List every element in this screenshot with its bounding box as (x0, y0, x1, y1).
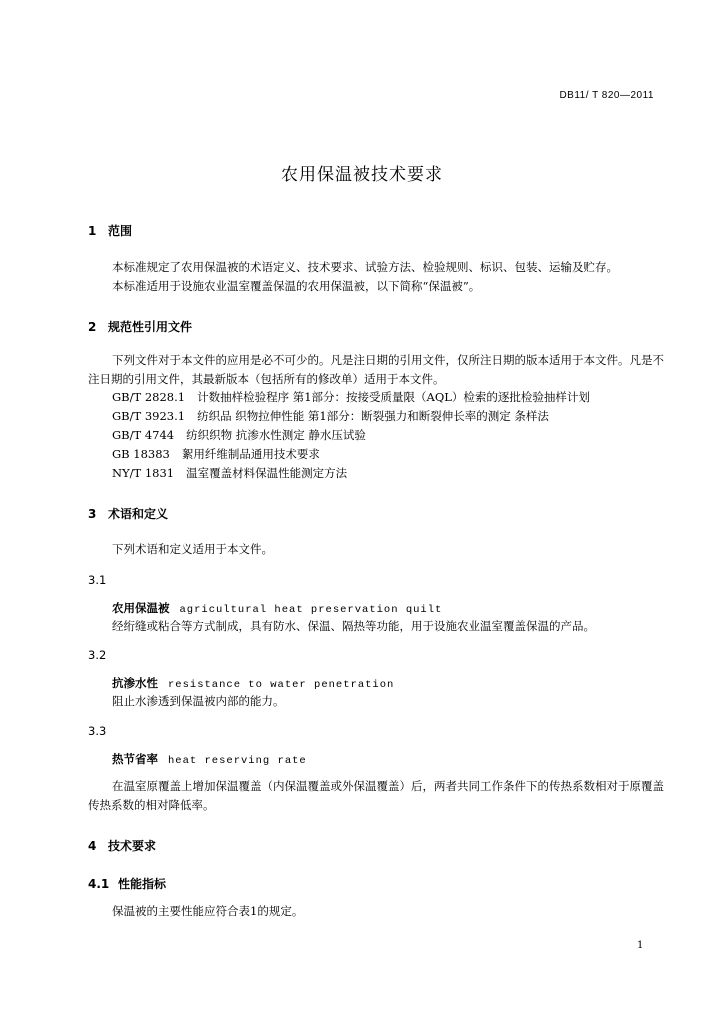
term-number: 3.3 (88, 724, 107, 738)
subsection-number: 4.1 (88, 877, 110, 891)
term-definition: 在温室原覆盖上增加保温覆盖（内保温覆盖或外保温覆盖）后，两者共同工作条件下的传热系数相对于原覆盖传热系数的相对降低率。 (88, 779, 664, 812)
subsection-title: 性能指标 (118, 877, 167, 891)
section-title: 范围 (108, 224, 133, 238)
reference-name: 计数抽样检验程序 第1部分：按接受质量限（AQL）检索的逐批检验抽样计划 (197, 390, 590, 404)
section-title: 术语和定义 (108, 507, 169, 521)
term-chinese: 抗渗水性 (112, 676, 158, 690)
term-number: 3.2 (88, 648, 107, 662)
reference-code: GB 18383 (112, 447, 170, 461)
term-english: heat reserving rate (168, 755, 307, 767)
section-4-heading (88, 837, 156, 854)
section-2-heading (88, 318, 192, 335)
reference-code: GB/T 3923.1 (112, 409, 186, 423)
section-number: 4 (88, 839, 97, 853)
term-chinese: 热节省率 (112, 752, 158, 766)
section-title: 技术要求 (108, 839, 157, 853)
term-chinese: 农用保温被 (112, 601, 170, 615)
document-title: 农用保温被技术要求 (281, 165, 443, 185)
scope-paragraph-1: 本标准规定了农用保温被的术语定义、技术要求、试验方法、检验规则、标识、包装、运输及贮存。 (112, 260, 618, 274)
term-entry (112, 675, 394, 691)
section-number: 3 (88, 507, 97, 521)
reference-item (112, 446, 320, 462)
reference-item (112, 427, 366, 443)
section-3-heading (88, 505, 168, 522)
reference-item (112, 465, 347, 481)
section-number: 2 (88, 320, 97, 334)
reference-name: 絮用纤维制品通用技术要求 (181, 447, 320, 461)
term-entry (112, 600, 442, 616)
page-number: 1 (637, 940, 644, 951)
term-definition: 经绗缝或粘合等方式制成，具有防水、保温、隔热等功能，用于设施农业温室覆盖保温的产品。 (112, 619, 595, 633)
reference-code: GB/T 4744 (112, 428, 175, 442)
section-title: 规范性引用文件 (108, 320, 193, 334)
references-intro: 下列文件对于本文件的应用是必不可少的。凡是注日期的引用文件，仅所注日期的版本适用于本文件。凡是不注日期的引用文件，其最新版本（包括所有的修改单）适用于本文件。 (88, 353, 664, 386)
reference-item (112, 389, 590, 405)
section-1-heading (88, 222, 132, 239)
performance-paragraph: 保温被的主要性能应符合表1的规定。 (112, 904, 304, 918)
reference-code: GB/T 2828.1 (112, 390, 186, 404)
document-code: DB11/ T 820—2011 (559, 90, 654, 101)
term-english: resistance to water penetration (168, 679, 395, 691)
term-definition: 阻止水渗透到保温被内部的能力。 (112, 694, 285, 708)
reference-item (112, 408, 549, 424)
reference-name: 纺织织物 抗渗水性测定 静水压试验 (186, 428, 366, 442)
reference-name: 纺织品 织物拉伸性能 第1部分：断裂强力和断裂伸长率的测定 条样法 (197, 409, 549, 423)
reference-name: 温室覆盖材料保温性能测定方法 (186, 466, 348, 480)
terms-intro: 下列术语和定义适用于本文件。 (112, 542, 273, 556)
reference-code: NY/T 1831 (112, 466, 175, 480)
subsection-4-1-heading (88, 875, 166, 892)
term-english: agricultural heat preservation quilt (179, 604, 443, 616)
term-entry (112, 751, 307, 767)
scope-paragraph-2: 本标准适用于设施农业温室覆盖保温的农用保温被，以下简称“保温被”。 (112, 279, 481, 293)
term-number: 3.1 (88, 573, 107, 587)
section-number: 1 (88, 224, 97, 238)
